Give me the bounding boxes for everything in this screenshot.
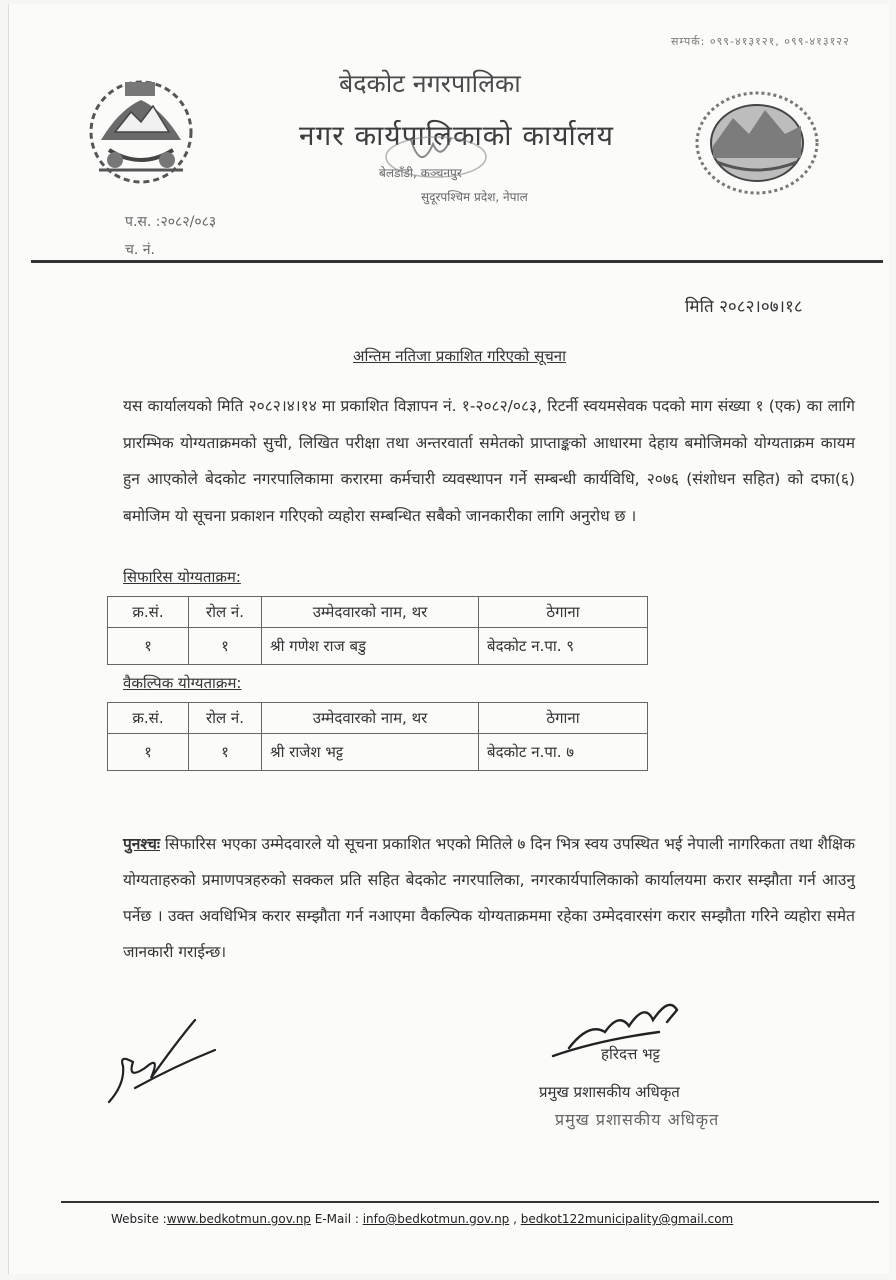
office-province: सुदूरपश्चिम प्रदेश, नेपाल <box>421 190 528 204</box>
alternate-table <box>107 702 648 771</box>
cell-name: श्री राजेश भट्ट <box>262 734 479 771</box>
header-sn: क्र.सं. <box>108 703 189 734</box>
notice-page <box>8 4 889 1274</box>
website-link[interactable]: www.bedkotmun.gov.np <box>166 1212 311 1226</box>
left-signature <box>105 1014 221 1108</box>
postscript-label: पुनश्चः <box>123 835 160 853</box>
email-link-info[interactable]: info@bedkotmun.gov.np <box>362 1212 510 1226</box>
header-name: उम्मेदवारको नाम, थर <box>262 703 479 734</box>
signatory-title: प्रमुख प्रशासकीय अधिकृत <box>539 1083 680 1101</box>
table-header-row <box>108 597 648 628</box>
office-stamp <box>381 132 491 182</box>
header-address: ठेगाना <box>479 703 648 734</box>
header-roll: रोल नं. <box>189 703 262 734</box>
alternate-title: वैकल्पिक योग्यताक्रम: <box>123 674 242 692</box>
footer-contact <box>111 1212 733 1226</box>
cell-address: बेदकोट न.पा. ९ <box>479 628 648 665</box>
dispatch-number: च. नं. <box>125 242 156 258</box>
table-row <box>108 734 648 771</box>
email-separator: , <box>509 1212 521 1226</box>
municipality-name: बेदकोट नगरपालिका <box>339 69 521 98</box>
header-sn: क्र.सं. <box>108 597 189 628</box>
nepal-emblem-logo <box>79 70 203 190</box>
signatory-name: हरिदत्त भट्ट <box>601 1045 660 1063</box>
header-divider <box>31 260 883 263</box>
postscript-text: सिफारिस भएका उम्मेदवारले यो सूचना प्रकाशित भएको मितिले ७ दिन भित्र स्वय उपस्थित भई नेपाली नागरिकता तथा शैक्षिक योग्यताहरुको प्रमाणपत्रहरुको सक्कल प्रति सहित बेदकोट नगरपालिका, नगरकार्यपालिकाको कार्यालयमा करार सम्झौता गर्न आउनु पर्नेछ । उक्त अवधिभित्र करार सम्झौता गर्न नआएमा वैकल्पिक योग्यताक्रममा रहेका उम्मेदवारसंग करार सम्झौता गरिने व्यहोरा समेत जानकारी गराईन्छ। <box>123 835 855 961</box>
office-address: बेलडाँडी, कञ्चनपुर <box>379 166 462 180</box>
cell-sn: १ <box>108 628 189 665</box>
notice-subject: अन्तिम नतिजा प्रकाशित गरिएको सूचना <box>353 347 566 365</box>
header-name: उम्मेदवारको नाम, थर <box>262 597 479 628</box>
recommended-table <box>107 596 648 665</box>
reference-number: प.स. :२०८२/०८३ <box>125 214 217 230</box>
official-seal: प्रमुख प्रशासकीय अधिकृत <box>555 1110 720 1129</box>
postscript <box>123 826 855 970</box>
municipality-logo <box>693 88 821 198</box>
cell-roll: १ <box>189 734 262 771</box>
cell-address: बेदकोट न.पा. ७ <box>479 734 648 771</box>
notice-body: यस कार्यालयको मिति २०८२।४।१४ मा प्रकाशित विज्ञापन नं. १-२०८२/०८३, रिटर्नी स्वयमसेवक पदको माग संख्या १ (एक) का लागि प्रारम्भिक योग्यताक्रमको सुची, लिखित परीक्षा तथा अन्तरवार्ता समेतको प्राप्ताङ्कको आधारमा देहाय बमोजिमको योग्यताक्रम कायम हुन आएकोले बेदकोट नगरपालिकामा करारमा कर्मचारी व्यवस्थापन गर्ने सम्बन्धी कार्यविधि, २०७६ (संशोधन सहित) को दफा(६) बमोजिम यो सूचना प्रकाशन गरिएको व्यहोरा सम्बन्धित सबैको जानकारीका लागि अनुरोध छ । <box>123 397 855 525</box>
cell-sn: १ <box>108 734 189 771</box>
header-address: ठेगाना <box>479 597 648 628</box>
footer-divider <box>61 1201 879 1203</box>
email-link-gmail[interactable]: bedkot122municipality@gmail.com <box>520 1212 734 1226</box>
phone-number: सम्पर्क: ०९९-४१३१२१, ०९९-४१३१२२ <box>671 35 850 48</box>
recommended-title: सिफारिस योग्यताक्रम: <box>123 568 241 586</box>
cell-roll: १ <box>189 628 262 665</box>
email-label: E-Mail : <box>310 1212 363 1226</box>
office-name: नगर कार्यपालिकाको कार्यालय <box>299 119 614 152</box>
header-roll: रोल नं. <box>189 597 262 628</box>
table-header-row <box>108 703 648 734</box>
cell-name: श्री गणेश राज बडु <box>262 628 479 665</box>
notice-date: मिति २०८२।०७।१८ <box>685 297 803 317</box>
table-row <box>108 628 648 665</box>
website-label: Website : <box>111 1212 167 1226</box>
